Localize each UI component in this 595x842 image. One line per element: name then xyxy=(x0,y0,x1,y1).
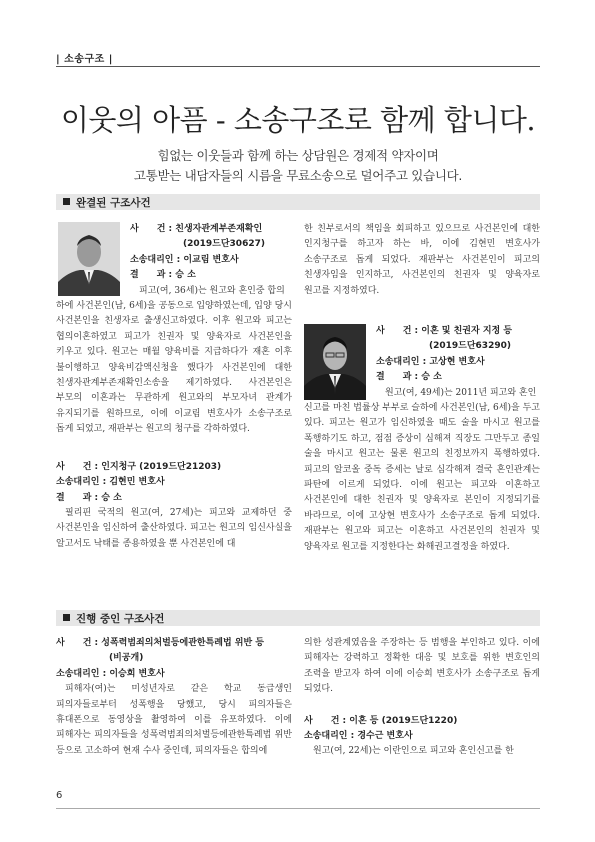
case3-body: 신고를 마친 법률상 부부로 슬하에 사건본인(남, 6세)을 두고 있다. 피고는 원고가 임신하였을 때도 술을 마시고 원고를 폭행하기도 하고, 점점 증상이 심해져 직장도 그만두고 종일 술을 마시고 원고는 물론 원고의 친정보까지 폭행하였다. 피고의 알코올 중독 증세는 날로 심각해져 결국 혼인관계는 파탄에 이르게 되었다. 이에 원고는 피고와 이혼하고 사건본인에 대한 친권자 및 양육자로 본인이 지정되기를 바라므로, 이에 고상현 변호사가 소송구조로 돕게 되었다. 재판부는 원고와 피고는 이혼하고 사건본인의 친권자 및 양육자로 원고를 지정한다는 화해권고결정을 하였다. xyxy=(304,403,540,552)
square-bullet-icon xyxy=(63,614,70,621)
case1-lawyer: 소송대리인 : 이교림 변호사 xyxy=(130,254,239,265)
case3-result: 결 과 : 승 소 xyxy=(376,372,442,383)
case3-case-number: (2019드단63290) xyxy=(429,341,511,352)
subtitle-line-1: 힘없는 이웃들과 함께 하는 상담원은 경제적 약자이며 xyxy=(157,148,439,163)
case2-lawyer: 소송대리인 : 김현민 변호사 xyxy=(56,477,165,488)
case2-header xyxy=(56,460,292,506)
case1-body-first-line: 피고(여, 36세)는 원고와 혼인중 합의 xyxy=(139,285,285,296)
square-bullet-icon xyxy=(63,198,70,205)
case2-result: 결 과 : 승 소 xyxy=(56,492,122,503)
section-label: | 소송구조 | xyxy=(56,54,113,65)
case4-body-right: 의한 성관계였음을 주장하는 등 범행을 부인하고 있다. 이에 피해자는 강력하고 정확한 대응 및 보호를 위한 변호인의 조력을 받고자 하여 이에 이승희 변호사가 소송구조로 돕게 되었다. xyxy=(304,638,540,695)
case5-case-row: 사 건 : 이혼 등 (2019드단1220) xyxy=(304,715,458,726)
right-column-ongoing xyxy=(304,636,540,760)
case5-body: 원고(여, 22세)는 이란인으로 피고와 혼인신고를 한 xyxy=(313,746,514,757)
left-column-completed xyxy=(56,222,292,552)
footer-rule xyxy=(56,808,540,809)
case1-header xyxy=(130,222,292,284)
case3-body-first-line: 원고(여, 49세)는 2011년 피고와 혼인 xyxy=(385,387,537,398)
section-title-completed: 완결된 구조사건 xyxy=(76,197,151,209)
case2-body-left: 필리핀 국적의 원고(여, 27세)는 피고와 교제하던 중 사건본인을 임신하여 출산하였다. 피고는 원고의 임신사실을 알고서도 낙태를 종용하였을 뿐 사건본인에 대 xyxy=(56,507,292,549)
case4-case-note: (비공개) xyxy=(109,653,144,664)
page-title: 이웃의 아픔 - 소송구조로 함께 합니다. xyxy=(60,103,536,137)
case2-case-row: 사 건 : 인지청구 (2019드단21203) xyxy=(56,461,222,472)
case5-lawyer: 소송대리인 : 경수근 변호사 xyxy=(304,731,413,742)
right-column-completed xyxy=(304,222,540,299)
subtitle-line-2: 고통받는 내담자들의 시름을 무료소송으로 덜어주고 있습니다. xyxy=(133,168,463,183)
section-header-ongoing xyxy=(56,610,540,626)
section-title-ongoing: 진행 중인 구조사건 xyxy=(76,613,165,625)
case5-header xyxy=(304,714,540,745)
left-column-ongoing xyxy=(56,636,292,759)
case3-header xyxy=(376,324,540,386)
case3-case-row: 사 건 : 이혼 및 친권자 지정 등 xyxy=(376,326,513,336)
case4-header xyxy=(56,636,292,682)
case1-case-row: 사 건 : 친생자관계부존재확인 xyxy=(130,224,263,234)
case3-lawyer: 소송대리인 : 고상현 변호사 xyxy=(376,356,485,367)
case4-case-row: 사 건 : 성폭력범죄의처벌등에관한특례법 위반 등 xyxy=(56,638,265,648)
case2-body-right: 한 친부로서의 책임을 회피하고 있으므로 사건본인에 대한 인지청구를 하고자 하는 바, 이에 김현민 변호사가 소송구조로 돕게 되었다. 재판부는 사건본인이 피고의 친생자임을 인지하고, 사건본인의 친권자 및 양육자로 원고를 지정하였다. xyxy=(304,224,540,296)
case1-result: 결 과 : 승 소 xyxy=(130,270,196,281)
page-number: 6 xyxy=(56,790,63,801)
case4-lawyer: 소송대리인 : 이승희 변호사 xyxy=(56,668,165,679)
case1-case-number: (2019드단30627) xyxy=(183,239,265,250)
case3-block xyxy=(304,324,540,555)
section-header-completed xyxy=(56,194,540,210)
case4-body-left: 피해자(여)는 미성년자로 같은 학교 동급생인 피의자들로부터 성폭행을 당했고, 당시 피의자들은 휴대폰으로 동영상을 촬영하여 이를 유포하였다. 이에 피해자는 피의자들을 성폭력범죄의처벌등에관한특례법 위반 등으로 고소하여 현재 수사 중인데, 피의자들은 합의에 xyxy=(56,684,292,756)
header-rule xyxy=(56,66,540,67)
case1-body: 하에 사건본인(남, 6세)을 공동으로 입양하였는데, 입양 당시 사건본인을 친생자로 출생신고하였다. 이후 원고와 피고는 협의이혼하였고 피고가 친권자 및 양육자로 사건본인을 키우고 있다. 원고는 매월 양육비를 지급하다가 재혼 이후 불이행하고 양육비감액신청을 했다가 사건본인에 대한 친생자관계부존재확인소송을 제기하였다. 사건본인은 부모의 이혼과는 무관하게 원고와의 부모자녀 관계가 유지되기를 원하므로, 이에 이교림 변호사가 소송구조로 돕게 되었고, 재판부는 원고의 청구를 각하하였다. xyxy=(56,301,292,435)
